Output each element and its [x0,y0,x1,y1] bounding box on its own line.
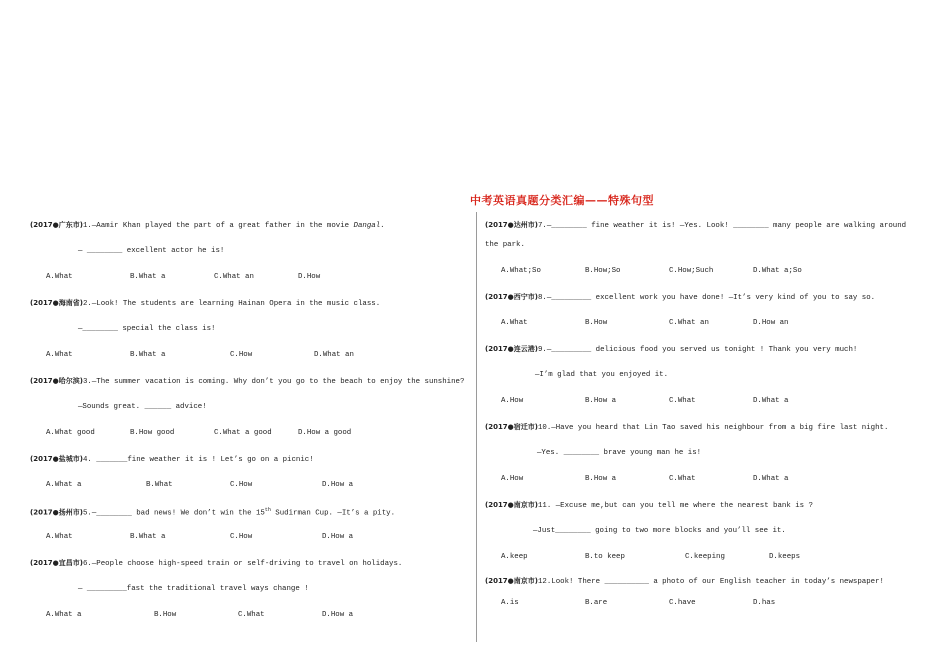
option-d[interactable]: D.How a [322,533,354,541]
answer-line-11: —Just________ going to two more blocks and you’ll see it. [533,527,786,535]
option-d[interactable]: D.has [753,599,776,607]
option-b[interactable]: B.What a [130,351,166,359]
option-c[interactable]: C.What an [214,273,254,281]
movie-title: Dangal [353,222,381,230]
question-9 [485,346,857,354]
option-c[interactable]: C.What [238,611,265,619]
option-a[interactable]: A.What [46,533,73,541]
option-d[interactable]: D.How a [322,611,354,619]
option-d[interactable]: D.How a good [298,429,352,437]
answer-line-3: —Sounds great. ______ advice! [78,403,207,411]
option-d[interactable]: D.What a [753,397,789,405]
option-a[interactable]: A.How [501,397,524,405]
question-8 [485,294,875,302]
question-text: 12.Look! There __________ a photo of our English teacher in today’s newspaper! [538,578,884,586]
option-d[interactable]: D.What a [753,475,789,483]
question-5 [30,508,395,518]
question-source: (2017●海南省) [30,299,83,307]
question-7 [485,222,906,230]
option-a[interactable]: A.What;So [501,267,541,275]
question-text: 11. —Excuse me,but can you tell me where the nearest bank is ? [538,502,813,510]
option-b[interactable]: B.How;So [585,267,621,275]
question-source: (2017●连云港) [485,345,538,353]
ordinal-suffix: th [264,507,271,513]
page-title: 中考英语真题分类汇编——特殊句型 [470,194,654,207]
option-a[interactable]: A.What good [46,429,95,437]
question-text: 1.—Aamir Khan played the part of a great father in the movie [83,222,354,230]
option-b[interactable]: B.How a [585,397,617,405]
question-text-end: Sudirman Cup. —It’s a pity. [270,509,396,518]
option-b[interactable]: B.How good [130,429,175,437]
option-a[interactable]: A.What [46,351,73,359]
option-b[interactable]: B.How [154,611,177,619]
question-text: 10.—Have you heard that Lin Tao saved his neighbour from a big fire last night. [538,424,889,432]
option-d[interactable]: D.How a [322,481,354,489]
option-b[interactable]: B.are [585,599,608,607]
question-text: 4. _______fine weather it is ! Let’s go on a picnic! [83,456,314,464]
option-c[interactable]: C.How [230,351,253,359]
question-11 [485,502,813,510]
option-a[interactable]: A.How [501,475,524,483]
option-c[interactable]: C.What a good [214,429,272,437]
option-c[interactable]: C.What an [669,319,709,327]
option-d[interactable]: D.What a;So [753,267,802,275]
question-3 [30,378,464,386]
question-source: (2017●南京市) [485,501,538,509]
option-c[interactable]: C.How [230,481,253,489]
option-a[interactable]: A.What [46,273,73,281]
option-d[interactable]: D.keeps [769,553,801,561]
option-b[interactable]: B.What a [130,273,166,281]
question-4 [30,456,314,464]
question-text: 6.—People choose high-speed train or self-driving to travel on holidays. [83,560,403,568]
option-b[interactable]: B.to keep [585,553,625,561]
question-text-end: . [380,222,385,230]
question-source: (2017●宿迁市) [485,423,538,431]
question-source: (2017●西宁市) [485,293,538,301]
option-d[interactable]: D.What an [314,351,354,359]
question-2 [30,300,380,308]
question-source: (2017●扬州市) [30,508,83,517]
option-c[interactable]: C.keeping [685,553,725,561]
question-source: (2017●宜昌市) [30,559,83,567]
column-divider [476,212,477,642]
option-a[interactable]: A.keep [501,553,528,561]
question-text: 7.—________ fine weather it is! —Yes. Look! ________ many people are walking around [538,222,907,230]
question-text: 9.—_________ delicious food you served us tonight ! Thank you very much! [538,346,858,354]
option-b[interactable]: B.How a [585,475,617,483]
option-d[interactable]: D.How [298,273,321,281]
question-source: (2017●达州市) [485,221,538,229]
question-1 [30,222,385,230]
question-text: 5.—________ bad news! We don’t win the 15 [83,509,265,518]
question-text: 2.—Look! The students are learning Hainan Opera in the music class. [83,300,381,308]
question-text: 8.—_________ excellent work you have done! —It’s very kind of you to say so. [538,294,876,302]
question-source: (2017●广东市) [30,221,83,229]
option-a[interactable]: A.What a [46,481,82,489]
option-c[interactable]: C.How [230,533,253,541]
option-b[interactable]: B.How [585,319,608,327]
question-10 [485,424,888,432]
question-text: 3.—The summer vacation is coming. Why don’t you go to the beach to enjoy the sunshine? [83,378,465,386]
answer-line-9: —I’m glad that you enjoyed it. [535,371,669,379]
option-a[interactable]: A.is [501,599,519,607]
option-a[interactable]: A.What [501,319,528,327]
option-c[interactable]: C.What [669,397,696,405]
question-source: (2017●南京市) [485,577,538,585]
option-c[interactable]: C.How;Such [669,267,714,275]
answer-line-6: — _________fast the traditional travel ways change ! [78,585,309,593]
question-12 [485,578,884,586]
question-6 [30,560,402,568]
option-d[interactable]: D.How an [753,319,789,327]
option-b[interactable]: B.What a [130,533,166,541]
option-b[interactable]: B.What [146,481,173,489]
answer-line-10: —Yes. ________ brave young man he is! [537,449,702,457]
question-source: (2017●盐城市) [30,455,83,463]
option-a[interactable]: A.What a [46,611,82,619]
answer-line-1: — ________ excellent actor he is! [78,247,225,255]
option-c[interactable]: C.have [669,599,696,607]
question-7-continued: the park. [485,241,525,249]
question-source: (2017●哈尔滨) [30,377,83,385]
answer-line-2: —________ special the class is! [78,325,216,333]
option-c[interactable]: C.What [669,475,696,483]
